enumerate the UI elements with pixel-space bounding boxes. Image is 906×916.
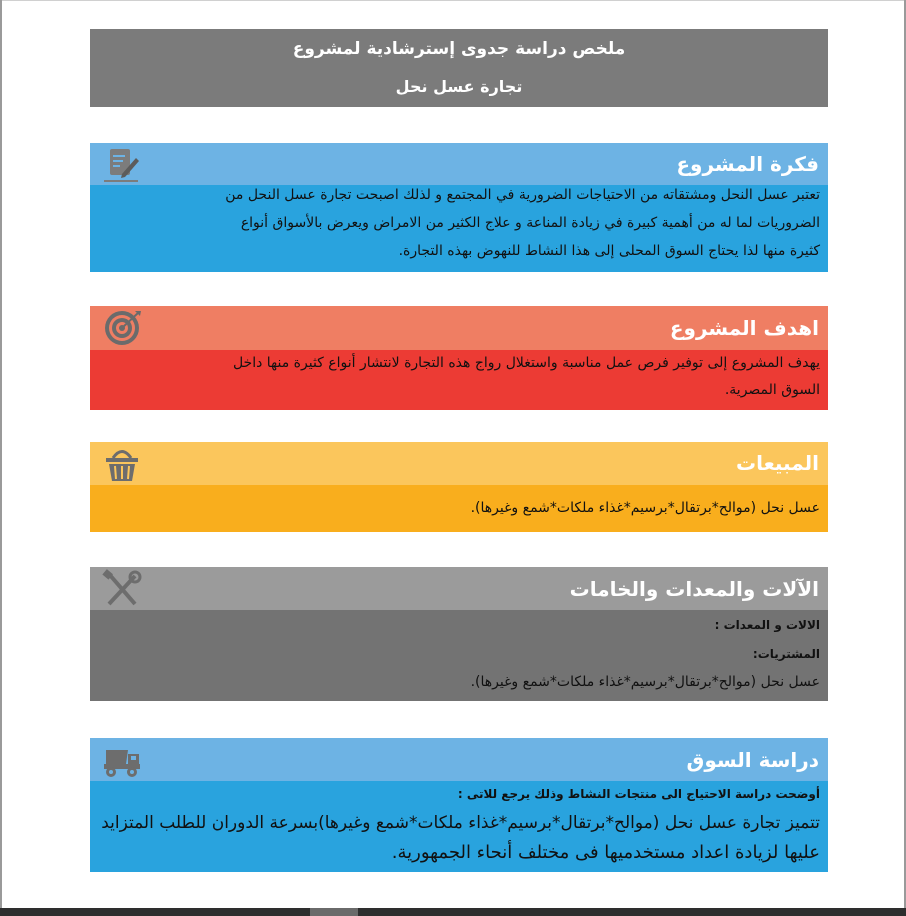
section-project-goals-header (90, 306, 828, 350)
section-sales-body (90, 485, 828, 532)
section-sales (90, 442, 828, 532)
sales-text: عسل نحل (موالح*برتقال*برسيم*غذاء ملكات*شمع وغيرها). (470, 500, 820, 516)
market-line-1: تتميز تجارة عسل نحل (موالح*برتقال*برسيم*غذاء ملكات*شمع وغيرها)بسرعة الدوران للطلب المتزايد (101, 813, 820, 833)
section-equipment-title: الآلات والمعدات والخامات (569, 577, 819, 601)
dump-truck-icon (98, 740, 146, 780)
page-left-edge (0, 0, 2, 908)
document-header (90, 29, 828, 107)
bottom-strip-segment (310, 908, 358, 916)
section-project-goals (90, 306, 828, 410)
header-subtitle: تجارة عسل نحل (395, 77, 523, 96)
section-project-goals-body (90, 350, 828, 410)
page-top-edge (0, 0, 906, 1)
section-market-study-title: دراسة السوق (686, 748, 819, 772)
window-bottom-strip (0, 908, 906, 916)
section-market-study (90, 738, 828, 872)
section-market-study-header (90, 738, 828, 781)
section-sales-header (90, 442, 828, 485)
equipment-text: عسل نحل (موالح*برتقال*برسيم*غذاء ملكات*شمع وغيرها). (470, 674, 820, 690)
section-project-idea-title: فكرة المشروع (676, 152, 819, 176)
idea-line-1: تعتبر عسل النحل ومشتقاته من الاحتياجات الضرورية في المجتمع و لذلك اصبحت تجارة عسل النحل من (225, 187, 820, 203)
target-icon (98, 308, 146, 348)
pencil-paper-icon (98, 144, 146, 184)
section-equipment-body (90, 610, 828, 701)
section-equipment-header (90, 567, 828, 610)
section-project-idea (90, 143, 828, 272)
section-market-study-body (90, 781, 828, 872)
market-intro: أوضحت دراسة الاحتياج الى منتجات النشاط وذلك يرجع للاتى : (457, 787, 820, 801)
section-project-idea-body (90, 185, 828, 272)
header-title: ملخص دراسة جدوى إسترشادية لمشروع (292, 39, 626, 59)
equipment-label-machines: الالات و المعدات : (714, 618, 820, 632)
section-project-idea-header (90, 143, 828, 185)
tools-icon (98, 569, 146, 609)
goal-line-2: السوق المصرية. (724, 382, 820, 398)
idea-line-2: الضروريات لما له من أهمية كبيرة في زيادة المناعة و علاج الكثير من الامراض ويعرض بالأسواق أنواع (240, 215, 820, 231)
shopping-basket-icon (98, 443, 146, 483)
section-equipment (90, 567, 828, 701)
idea-line-3: كثيرة منها لذا يحتاج السوق المحلى إلى هذا النشاط للنهوض بهذه التجارة. (398, 243, 820, 259)
market-line-2: عليها لزيادة اعداد مستخدميها فى مختلف أنحاء الجمهورية. (391, 842, 820, 863)
equipment-label-purchases: المشتريات: (752, 647, 820, 661)
section-project-goals-title: اهدف المشروع (669, 316, 819, 340)
section-sales-title: المبيعات (736, 451, 819, 475)
goal-line-1: يهدف المشروع إلى توفير فرص عمل مناسبة واستغلال رواج هذه التجارة لانتشار أنواع كثيرة منها داخل (232, 355, 820, 371)
